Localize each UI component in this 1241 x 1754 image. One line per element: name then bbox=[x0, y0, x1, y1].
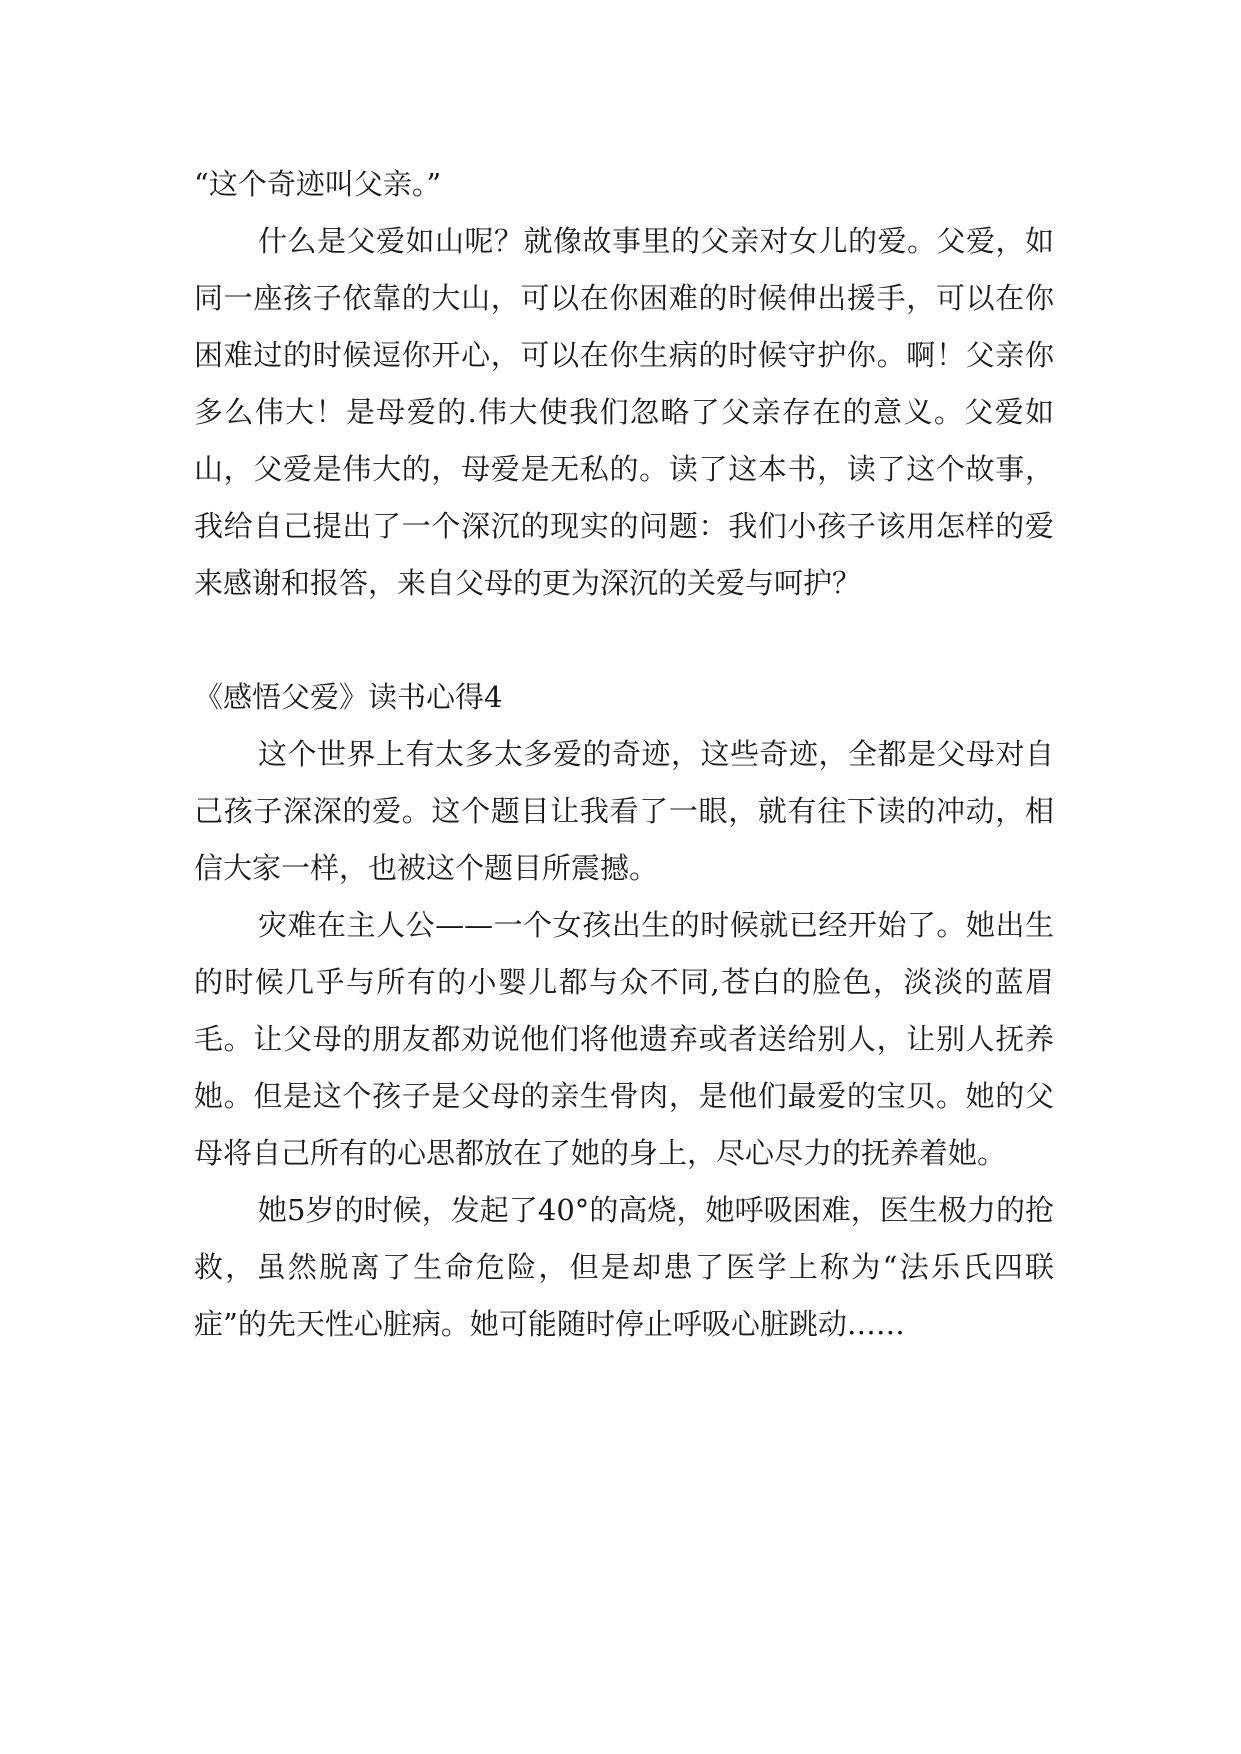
paragraph: 什么是父爱如山呢？就像故事里的父亲对女儿的爱。父爱，如同一座孩子依靠的大山，可以在你困难的时候伸出援手，可以在你困难过的时候逗你开心，可以在你生病的时候守护你。啊！父亲你多么伟大！是母爱的.伟大使我们忽略了父亲存在的意义。父爱如山，父爱是伟大的，母爱是无私的。读了这本书，读了这个故事，我给自己提出了一个深沉的现实的问题：我们小孩子该用怎样的爱来感谢和报答，来自父母的更为深沉的关爱与呵护？ bbox=[194, 224, 1054, 600]
paragraph: 灾难在主人公——一个女孩出生的时候就已经开始了。她出生的时候几乎与所有的小婴儿都与众不同,苍白的脸色，淡淡的蓝眉毛。让父母的朋友都劝说他们将他遗弃或者送给别人，让别人抚养她。但是这个孩子是父母的亲生骨肉，是他们最爱的宝贝。她的父母将自己所有的心思都放在了她的身上，尽心尽力的抚养着她。 bbox=[194, 908, 1054, 1170]
opening-line: “这个奇迹叫父亲。” bbox=[194, 167, 442, 201]
paragraph: 她5岁的时候，发起了40°的高烧，她呼吸困难，医生极力的抢救，虽然脱离了生命危险，但是却患了医学上称为“法乐氏四联症”的先天性心脏病。她可能随时停止呼吸心脏跳动…… bbox=[194, 1193, 1054, 1341]
document-body bbox=[194, 156, 1054, 1353]
section-title: 《感悟父爱》读书心得4 bbox=[194, 680, 503, 714]
paragraph: 这个世界上有太多太多爱的奇迹，这些奇迹，全都是父母对自己孩子深深的爱。这个题目让我看了一眼，就有往下读的冲动，相信大家一样，也被这个题目所震撼。 bbox=[194, 737, 1054, 885]
